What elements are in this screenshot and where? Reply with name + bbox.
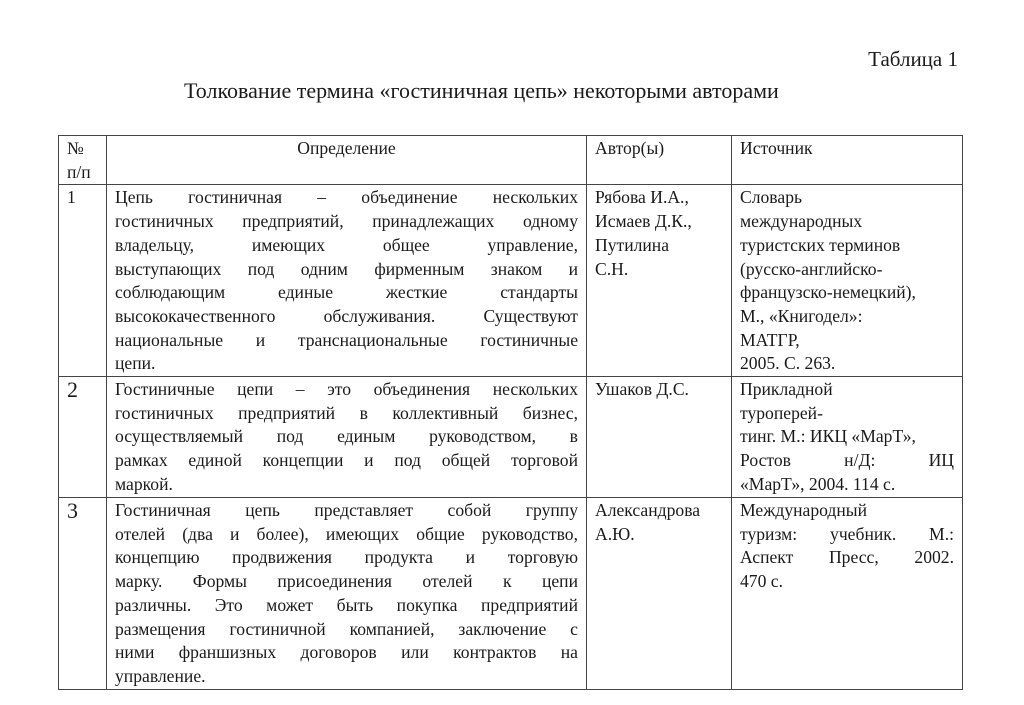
header-authors: Автор(ы) (587, 136, 732, 185)
cell-line: Александрова (595, 500, 701, 521)
cell-line: марку. Формы присоединения отелей к цепи (115, 571, 578, 592)
table-header-row (59, 136, 963, 185)
cell-line: гостиничных предприятий, принадлежащих одному (115, 211, 578, 232)
row-source (732, 498, 963, 690)
cell-line: национальные и транснациональные гостиничные (115, 329, 578, 350)
cell-line: управление. (115, 665, 206, 686)
cell-line: тинг. М.: ИКЦ «МарТ», (740, 426, 916, 447)
cell-line: 470 с. (740, 571, 783, 592)
cell-line: 2005. С. 263. (740, 353, 836, 374)
definitions-table (58, 135, 963, 690)
table-row (59, 377, 963, 498)
row-number: 3 (59, 498, 107, 690)
table-row (59, 498, 963, 690)
row-definition (107, 185, 587, 377)
row-source (732, 377, 963, 498)
cell-line: туристских терминов (740, 234, 901, 255)
cell-line: отелей (два и более), имеющих общие руководство, (115, 523, 578, 544)
cell-line: международных (740, 211, 863, 232)
cell-line: Аспект Пресс, 2002. (740, 547, 954, 568)
cell-line: цепи. (115, 353, 156, 374)
cell-line: французско-немецкий), (740, 282, 916, 303)
cell-line: Гостиничные цепи – это объединения нескольких (115, 379, 578, 400)
cell-line: соблюдающим единые жесткие стандарты (115, 282, 578, 303)
cell-line: туризм: учебник. М.: (740, 523, 954, 544)
cell-line: Исмаев Д.К., (595, 211, 692, 232)
cell-line: различны. Это может быть покупка предприятий (115, 594, 578, 615)
cell-line: маркой. (115, 473, 173, 494)
table-row (59, 185, 963, 377)
cell-line: владельцу, имеющих общее управление, (115, 234, 578, 255)
cell-line: Международный (740, 500, 868, 521)
row-source (732, 185, 963, 377)
row-number: 2 (59, 377, 107, 498)
cell-line: Гостиничная цепь представляет собой группу (115, 500, 578, 521)
cell-line: А.Ю. (595, 523, 635, 544)
cell-line: МАТГР, (740, 329, 800, 350)
row-number: 1 (59, 185, 107, 377)
row-definition (107, 377, 587, 498)
cell-line: Путилина (595, 234, 670, 255)
cell-line: высококачественного обслуживания. Существуют (115, 305, 578, 326)
cell-line: М., «Книгодел»: (740, 305, 863, 326)
cell-line: Ростов н/Д: ИЦ (740, 450, 954, 471)
cell-line: Ушаков Д.С. (595, 379, 689, 400)
cell-line: туроперей- (740, 402, 823, 423)
cell-line: (русско-английско- (740, 258, 883, 279)
cell-line: выступающих под одним фирменным знаком и (115, 258, 578, 279)
cell-line: гостиничных предприятий в коллективный бизнес, (115, 402, 578, 423)
cell-line: Рябова И.А., (595, 187, 689, 208)
header-definition: Определение (107, 136, 587, 185)
cell-line: размещения гостиничной компанией, заключение с (115, 618, 578, 639)
cell-line: Цепь гостиничная – объединение нескольких (115, 187, 578, 208)
cell-line: концепцию продвижения продукта и торговую (115, 547, 578, 568)
row-authors (587, 185, 732, 377)
cell-line: «МарТ», 2004. 114 с. (740, 473, 896, 494)
cell-line: осуществляемый под единым руководством, в (115, 426, 578, 447)
cell-line: С.Н. (595, 258, 629, 279)
cell-line: ними франшизных договоров или контрактов на (115, 642, 578, 663)
cell-line: Словарь (740, 187, 803, 208)
header-num: № п/п (59, 136, 107, 185)
cell-line: Прикладной (740, 379, 833, 400)
table-title: Толкование термина «гостиничная цепь» некоторыми авторами (184, 78, 779, 103)
row-authors (587, 377, 732, 498)
cell-line: рамках единой концепции и под общей торговой (115, 450, 578, 471)
row-authors (587, 498, 732, 690)
row-definition (107, 498, 587, 690)
table-label: Таблица 1 (868, 47, 958, 71)
header-source: Источник (732, 136, 963, 185)
